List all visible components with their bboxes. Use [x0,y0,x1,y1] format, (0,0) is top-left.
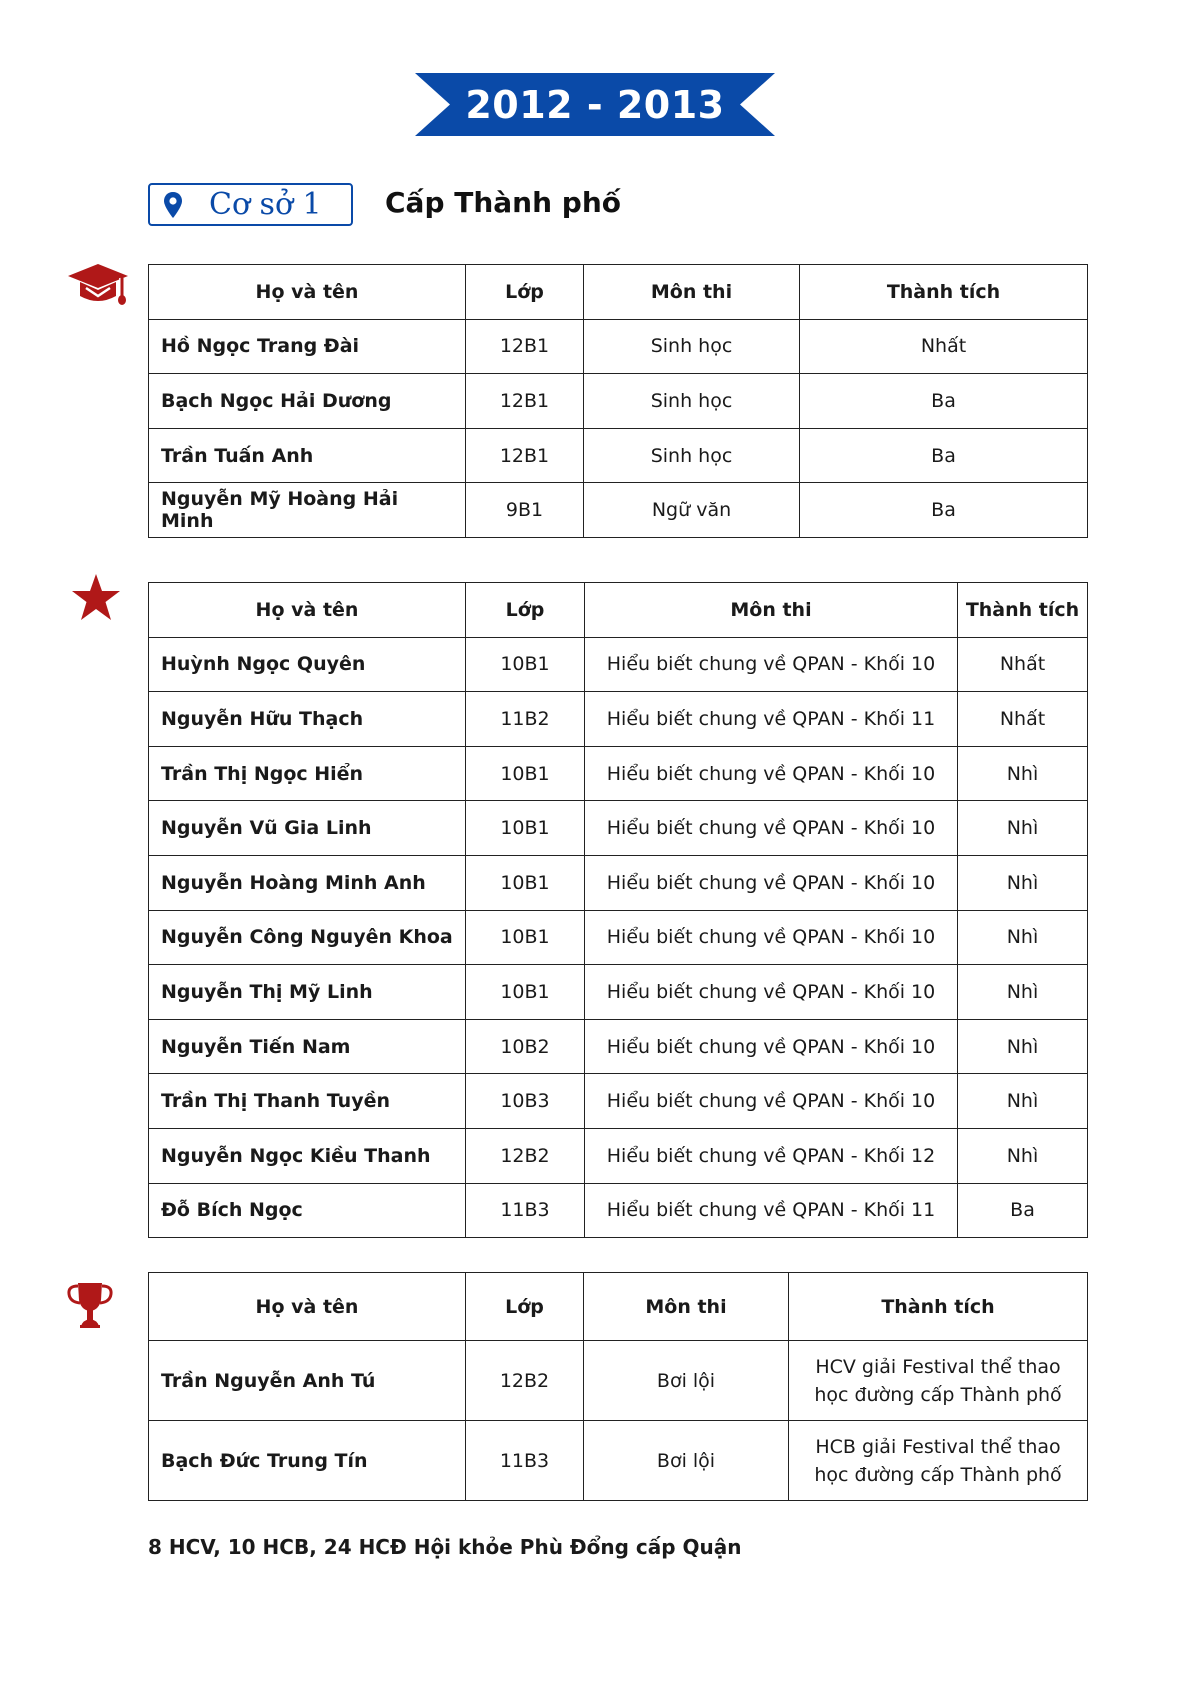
year-title: 2012 - 2013 [465,82,725,127]
student-class: 11B3 [466,1183,585,1238]
table-row [149,746,1088,801]
student-name: Trần Thị Ngọc Hiển [149,746,466,801]
table-row [149,1421,1088,1501]
achievement: Nhì [958,1128,1088,1183]
achievement: Nhì [958,965,1088,1020]
subject: Hiểu biết chung về QPAN - Khối 10 [585,855,958,910]
student-name: Nguyễn Hữu Thạch [149,692,466,747]
student-class: 10B1 [466,637,585,692]
star-icon [71,573,121,621]
achievement: Ba [958,1183,1088,1238]
student-name: Nguyễn Công Nguyên Khoa [149,910,466,965]
subject: Hiểu biết chung về QPAN - Khối 10 [585,965,958,1020]
achievement [789,1341,1088,1421]
student-name: Đỗ Bích Ngọc [149,1183,466,1238]
subject: Ngữ văn [584,483,800,538]
table-row [149,1019,1088,1074]
student-class: 10B1 [466,965,585,1020]
student-class: 10B1 [466,910,585,965]
subject: Hiểu biết chung về QPAN - Khối 10 [585,1074,958,1129]
table-header-row [149,1273,1088,1341]
table-row [149,1074,1088,1129]
header-achievement: Thành tích [800,265,1088,320]
student-class: 12B1 [466,428,584,483]
student-class: 10B1 [466,801,585,856]
student-name: Nguyễn Mỹ Hoàng Hải Minh [149,483,466,538]
subject: Hiểu biết chung về QPAN - Khối 11 [585,692,958,747]
subject: Sinh học [584,374,800,429]
table-row [149,374,1088,429]
student-class: 10B2 [466,1019,585,1074]
student-name: Bạch Đức Trung Tín [149,1421,466,1501]
table-row [149,692,1088,747]
student-name: Trần Nguyễn Anh Tú [149,1341,466,1421]
sports-awards-table [148,1272,1088,1501]
table-row [149,1341,1088,1421]
subject: Hiểu biết chung về QPAN - Khối 10 [585,1019,958,1074]
student-class: 10B3 [466,1074,585,1129]
achievement: Nhất [800,319,1088,374]
achievement-line: học đường cấp Thành phố [814,1383,1062,1406]
subject: Hiểu biết chung về QPAN - Khối 10 [585,746,958,801]
student-class: 11B2 [466,692,585,747]
year-banner [415,73,775,136]
table-row [149,855,1088,910]
achievement: Nhì [958,746,1088,801]
header-subject: Môn thi [584,1273,789,1341]
achievement: Ba [800,428,1088,483]
table-header-row [149,583,1088,638]
achievement: Nhì [958,910,1088,965]
subject: Hiểu biết chung về QPAN - Khối 10 [585,637,958,692]
trophy-icon [65,1280,115,1330]
header-achievement: Thành tích [789,1273,1088,1341]
achievement: Nhất [958,637,1088,692]
achievement: Nhì [958,801,1088,856]
achievement [789,1421,1088,1501]
table-row [149,801,1088,856]
table-row [149,319,1088,374]
table-row [149,637,1088,692]
table-row [149,1183,1088,1238]
header-class: Lớp [466,1273,584,1341]
student-class: 11B3 [466,1421,584,1501]
summary-note: 8 HCV, 10 HCB, 24 HCĐ Hội khỏe Phù Đổng cấp Quận [148,1535,742,1559]
achievement: Nhất [958,692,1088,747]
campus-label: Cơ sở 1 [209,187,322,222]
table-row [149,483,1088,538]
subject: Sinh học [584,319,800,374]
campus-badge [148,183,353,226]
student-name: Nguyễn Tiến Nam [149,1019,466,1074]
subject: Sinh học [584,428,800,483]
student-name: Nguyễn Hoàng Minh Anh [149,855,466,910]
subject: Hiểu biết chung về QPAN - Khối 12 [585,1128,958,1183]
header-class: Lớp [466,583,585,638]
student-name: Nguyễn Ngọc Kiều Thanh [149,1128,466,1183]
subject: Hiểu biết chung về QPAN - Khối 10 [585,910,958,965]
achievement: Nhì [958,855,1088,910]
student-name: Trần Tuấn Anh [149,428,466,483]
student-class: 12B1 [466,374,584,429]
achievement: Nhì [958,1019,1088,1074]
subject: Bơi lội [584,1341,789,1421]
student-class: 12B1 [466,319,584,374]
defense-awards-table [148,582,1088,1238]
subject: Bơi lội [584,1421,789,1501]
student-class: 12B2 [466,1128,585,1183]
achievement: Nhì [958,1074,1088,1129]
header-name: Họ và tên [149,583,466,638]
header-class: Lớp [466,265,584,320]
header-name: Họ và tên [149,1273,466,1341]
achievement: Ba [800,483,1088,538]
student-class: 10B1 [466,746,585,801]
header-achievement: Thành tích [958,583,1088,638]
student-name: Trần Thị Thanh Tuyền [149,1074,466,1129]
header-subject: Môn thi [584,265,800,320]
academic-awards-table [148,264,1088,538]
student-name: Nguyễn Thị Mỹ Linh [149,965,466,1020]
subject: Hiểu biết chung về QPAN - Khối 11 [585,1183,958,1238]
student-name: Huỳnh Ngọc Quyên [149,637,466,692]
table-header-row [149,265,1088,320]
achievement: Ba [800,374,1088,429]
header-subject: Môn thi [585,583,958,638]
map-pin-icon [163,191,183,219]
achievement-line: HCB giải Festival thể thao [815,1435,1061,1458]
graduation-cap-icon [66,262,130,306]
header-name: Họ và tên [149,265,466,320]
student-name: Bạch Ngọc Hải Dương [149,374,466,429]
student-class: 12B2 [466,1341,584,1421]
level-title: Cấp Thành phố [385,186,621,219]
table-row [149,1128,1088,1183]
subject: Hiểu biết chung về QPAN - Khối 10 [585,801,958,856]
student-name: Nguyễn Vũ Gia Linh [149,801,466,856]
table-row [149,428,1088,483]
student-class: 10B1 [466,855,585,910]
student-name: Hồ Ngọc Trang Đài [149,319,466,374]
achievement-line: học đường cấp Thành phố [814,1463,1062,1486]
achievement-line: HCV giải Festival thể thao [815,1355,1061,1378]
student-class: 9B1 [466,483,584,538]
table-row [149,910,1088,965]
table-row [149,965,1088,1020]
